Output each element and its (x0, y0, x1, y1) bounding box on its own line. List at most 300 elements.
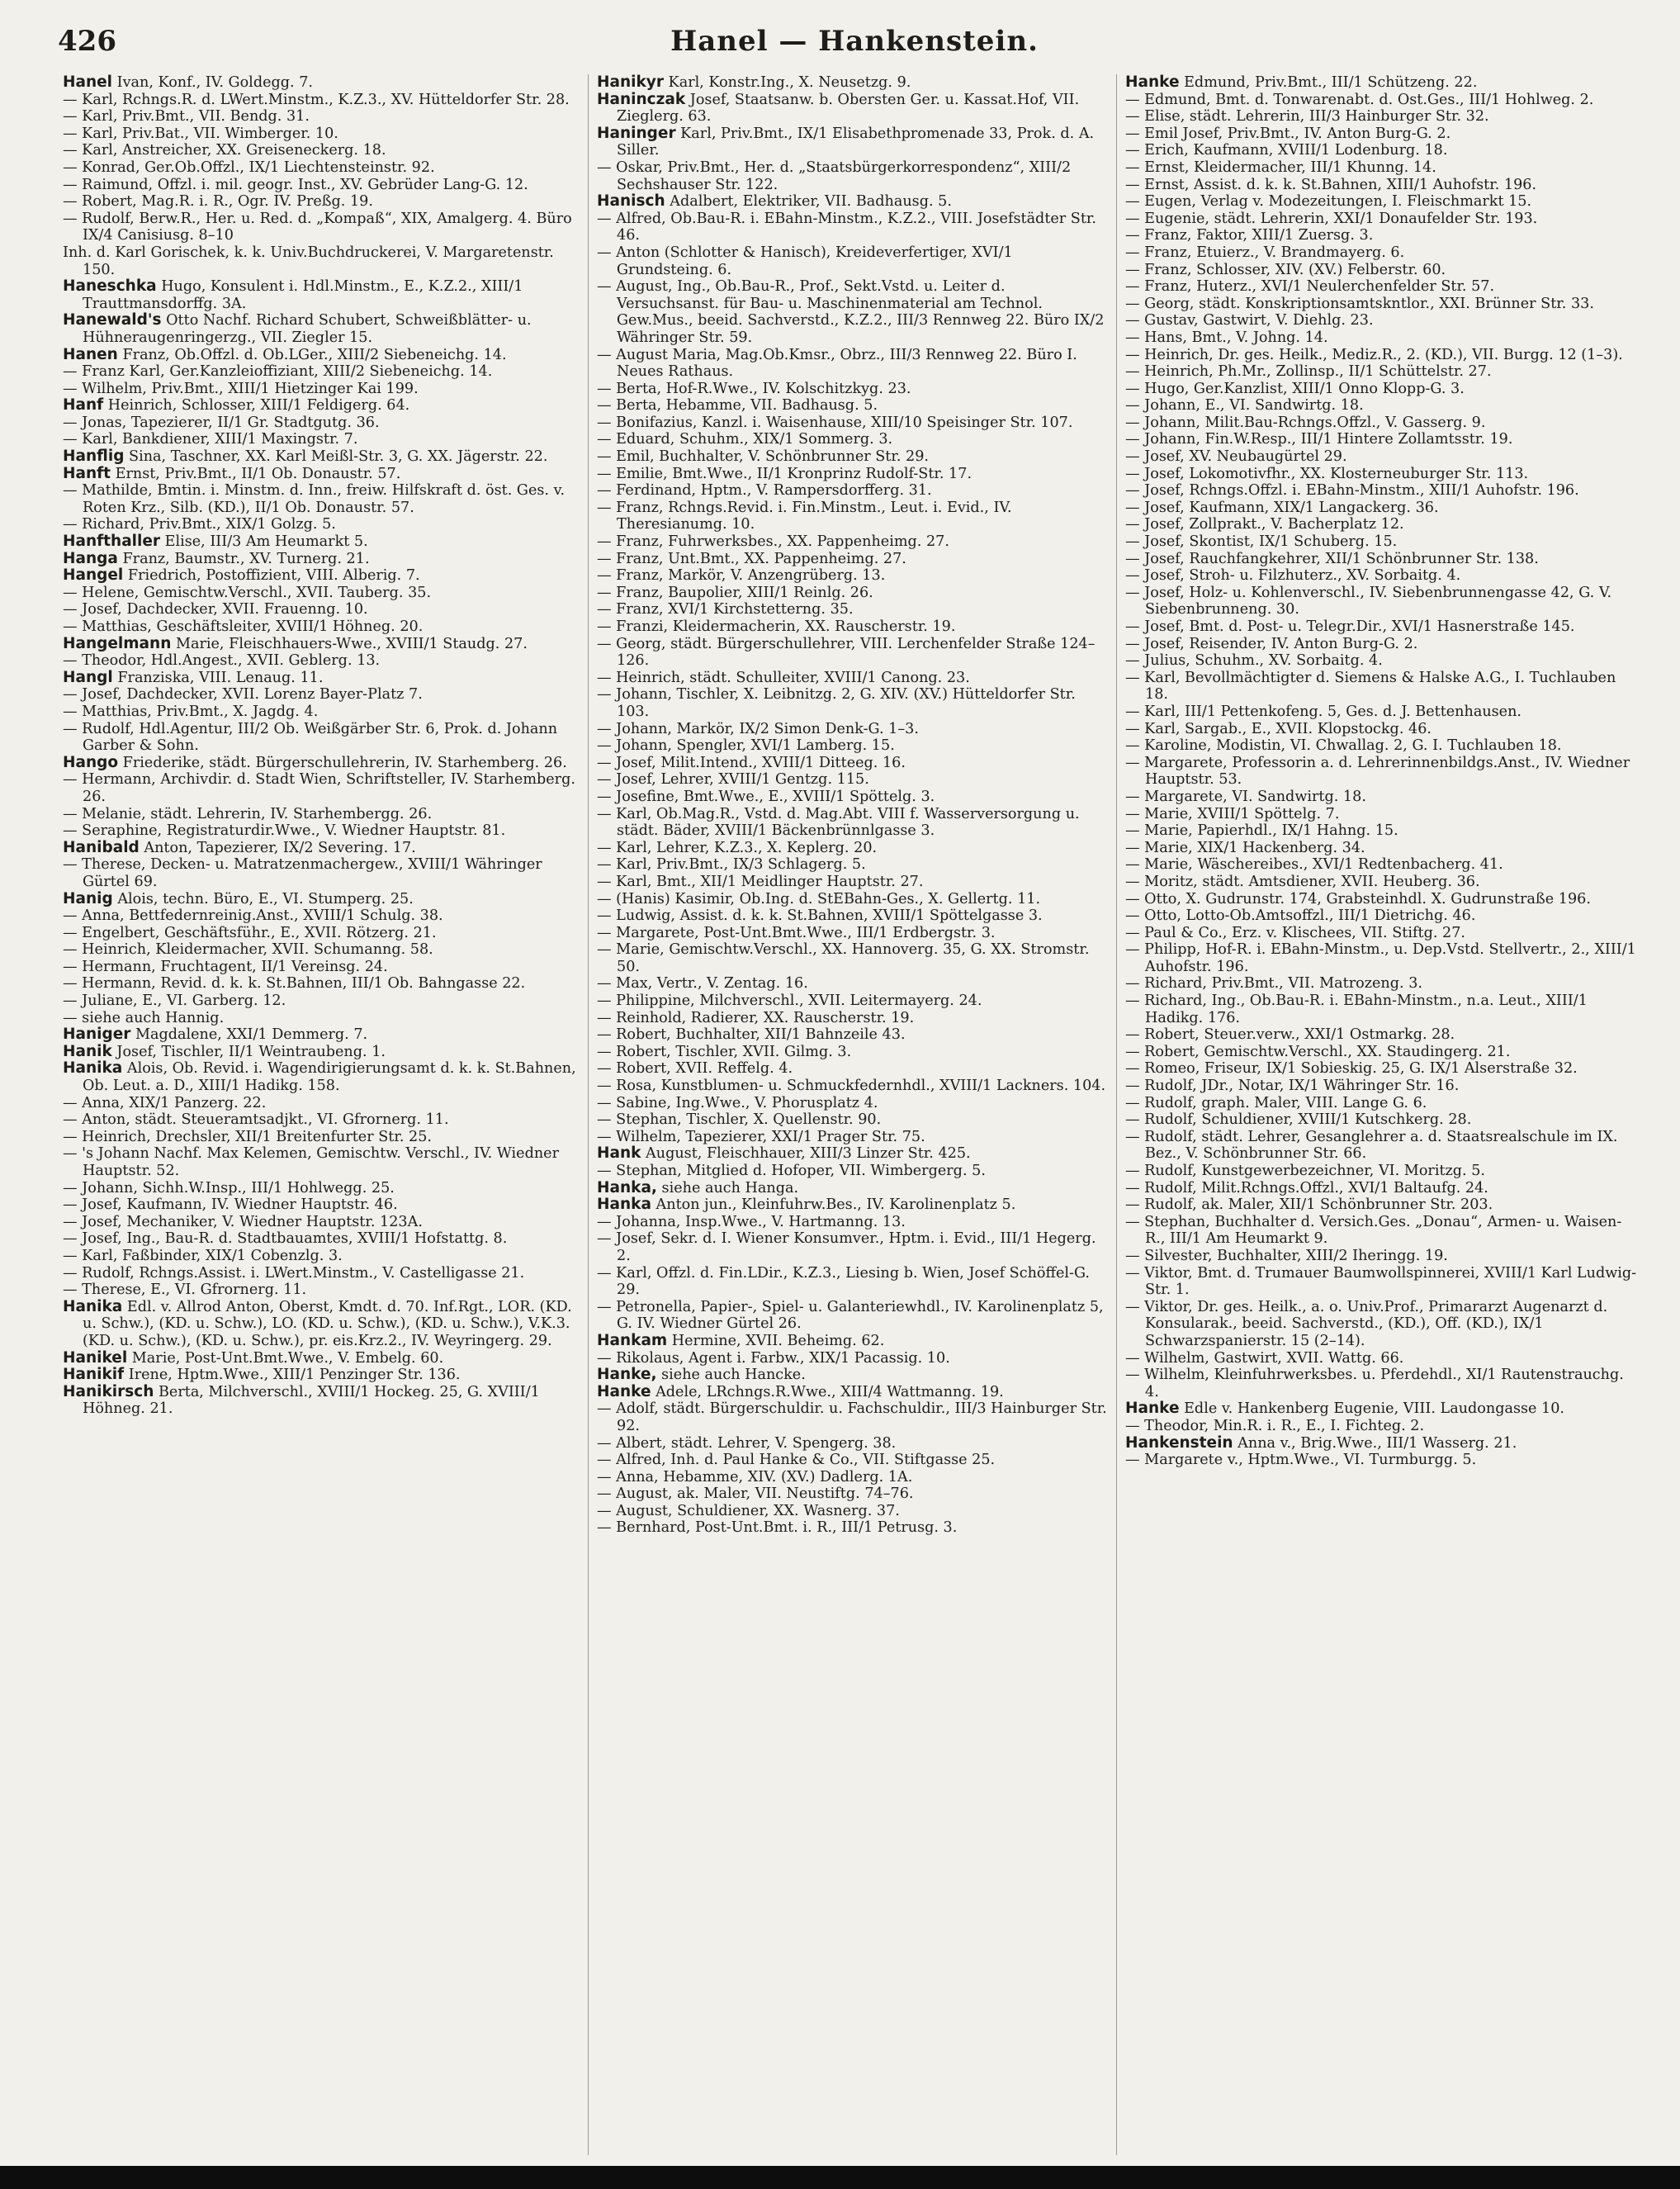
entry-surname: Haniger (63, 1026, 131, 1044)
entry-text: — Stephan, Tischler, X. Quellenstr. 90. (597, 1111, 882, 1129)
directory-entry (63, 278, 581, 312)
directory-entry (63, 159, 581, 177)
entry-surname: Hanel (63, 74, 113, 91)
entry-text: — Josef, Zollprakt., V. Bacherplatz 12. (1125, 516, 1404, 533)
entry-text: — Josef, Rchngs.Offzl. i. EBahn-Minstm., XIII/1 Auhofstr. 196. (1125, 482, 1579, 500)
directory-entry (597, 737, 1110, 755)
directory-entry (1125, 1163, 1638, 1180)
directory-entry (597, 1163, 1110, 1180)
directory-entry (1125, 856, 1638, 874)
directory-entry (63, 551, 581, 568)
entry-text: — siehe auch Hannig. (63, 1009, 225, 1026)
entry-text: — Ernst, Kleidermacher, III/1 Khunng. 14. (1125, 159, 1436, 176)
entry-text: Josef, Staatsanw. b. Obersten Ger. u. Kassat.Hof, VII. Zieglerg. 63. (617, 91, 1080, 126)
entry-text: — Reinhold, Radierer, XX. Rauscherstr. 19. (597, 1009, 915, 1026)
entry-text: — Josef, Holz- u. Kohlenverschl., IV. Siebenbrunnengasse 42, G. V. Siebenbrunneng. 30. (1125, 584, 1612, 618)
entry-text: — Johann, Tischler, X. Leibnitzg. 2, G. XIV. (XV.) Hütteldorfer Str. 103. (597, 686, 1076, 720)
entry-text: — Wilhelm, Priv.Bmt., XIII/1 Hietzinger Kai 199. (63, 380, 419, 397)
entry-text: — Elise, städt. Lehrerin, III/3 Hainburger Str. 32. (1125, 108, 1489, 126)
directory-entry (597, 721, 1110, 738)
entry-text: Edmund, Priv.Bmt., III/1 Schützeng. 22. (1179, 74, 1478, 91)
entry-text: — Rosa, Kunstblumen- u. Schmuckfedernhdl., XVIII/1 Lackners. 104. (597, 1078, 1106, 1095)
entry-surname: Hangel (63, 566, 124, 585)
directory-entry (1125, 312, 1638, 329)
directory-entry (63, 126, 581, 143)
directory-entry (597, 482, 1110, 500)
entry-text: — Josef, Skontist, IX/1 Schuberg. 15. (1125, 533, 1398, 551)
directory-entry (63, 1145, 581, 1179)
entry-text: — Josef, Stroh- u. Filzhuterz., XV. Sorbaitg. 4. (1125, 567, 1461, 585)
column-right (1116, 74, 1645, 2155)
entry-surname: Hanikel (63, 1348, 128, 1367)
entry-text: — Erich, Kaufmann, XVIII/1 Lodenburg. 18. (1125, 142, 1448, 159)
directory-entry (1125, 431, 1638, 448)
entry-text: — Bonifazius, Kanzl. i. Waisenhause, XIII/10 Speisinger Str. 107. (597, 414, 1073, 431)
entry-text: — Heinrich, Kleidermacher, XVII. Schumanng. 58. (63, 941, 433, 959)
directory-entry (1125, 74, 1638, 92)
directory-entry (1125, 1196, 1638, 1214)
entry-text: — Bernhard, Post-Unt.Bmt. i. R., III/1 Petrusg. 3. (597, 1519, 958, 1537)
directory-entry (597, 585, 1110, 602)
entry-text: — Heinrich, städt. Schulleiter, XVIII/1 Canong. 23. (597, 669, 970, 686)
entry-text: — August, Schuldiener, XX. Wasnerg. 37. (597, 1502, 900, 1519)
column-middle (588, 74, 1116, 2155)
entry-text: — Helene, Gemischtw.Verschl., XVII. Tauberg. 35. (63, 584, 432, 601)
directory-entry (63, 670, 581, 687)
entry-text: — Karl, III/1 Pettenkofeng. 5, Ges. d. J. Bettenhausen. (1125, 703, 1522, 720)
entry-text: — Otto, X. Gudrunstr. 174, Grabsteinhdl. X. Gudrunstraße 196. (1125, 890, 1591, 907)
entry-text: — Viktor, Bmt. d. Trumauer Baumwollspinnerei, XVIII/1 Karl Ludwig-Str. 1. (1125, 1264, 1637, 1299)
directory-entry (1125, 891, 1638, 908)
directory-entry (1125, 262, 1638, 279)
entry-text: — Franz, Faktor, XIII/1 Zuersg. 3. (1125, 227, 1374, 244)
entry-text: — Eduard, Schuhm., XIX/1 Sommerg. 3. (597, 431, 893, 448)
directory-entry (1125, 975, 1638, 993)
directory-entry (63, 618, 581, 636)
directory-entry (597, 1367, 1110, 1384)
entry-text: — Franz, Huterz., XVI/1 Neulerchenfelder Str. 57. (1125, 278, 1495, 296)
entry-text: — Franz, Baupolier, XIII/1 Reinlg. 26. (597, 584, 873, 601)
directory-entry (597, 431, 1110, 448)
directory-entry (63, 92, 581, 109)
directory-entry (1125, 618, 1638, 636)
directory-entry (597, 975, 1110, 993)
directory-entry (597, 500, 1110, 533)
entry-text: — Ernst, Assist. d. k. k. St.Bahnen, XIII/1 Auhofstr. 196. (1125, 176, 1537, 193)
entry-text: — Anna, Bettfedernreinig.Anst., XVIII/1 Schulg. 38. (63, 907, 443, 925)
directory-entry (63, 891, 581, 908)
entry-text: — Jonas, Tapezierer, II/1 Gr. Stadtgutg. 36. (63, 414, 380, 431)
directory-entry (1125, 533, 1638, 551)
entry-text: — Karl, Rchngs.R. d. LWert.Minstm., K.Z.3., XV. Hütteldorfer Str. 28. (63, 91, 570, 108)
directory-entry (1125, 925, 1638, 942)
directory-entry (1125, 1418, 1638, 1435)
directory-entry (1125, 1265, 1638, 1299)
directory-entry (1125, 1060, 1638, 1078)
directory-entry (1125, 907, 1638, 925)
directory-entry (597, 448, 1110, 466)
directory-entry (597, 74, 1110, 92)
entry-text: Elise, III/3 Am Heumarkt 5. (160, 533, 368, 551)
directory-entry (63, 755, 581, 772)
entry-text: — Karl, Faßbinder, XIX/1 Cobenzlg. 3. (63, 1247, 343, 1264)
directory-entry (63, 1299, 581, 1350)
entry-text: — Philipp, Hof-R. i. EBahn-Minstm., u. Dep.Vstd. Stellvertr., 2., XIII/1 Auhofstr. 196. (1125, 941, 1636, 975)
directory-entry (1125, 1078, 1638, 1095)
entry-surname: Hanga (63, 549, 118, 567)
directory-entry (597, 636, 1110, 670)
entry-text: — Ferdinand, Hptm., V. Rampersdorfferg. 31. (597, 482, 932, 500)
entry-surname: Hanewald's (63, 311, 162, 329)
directory-entry (597, 840, 1110, 857)
directory-entry (63, 142, 581, 159)
directory-entry (1125, 1435, 1638, 1452)
entry-text: — Juliane, E., VI. Garberg. 12. (63, 993, 286, 1010)
entry-text: — Rudolf, Rchngs.Assist. i. LWert.Minstm., V. Castelligasse 21. (63, 1264, 525, 1282)
running-title: Hanel — Hankenstein. (670, 25, 1039, 58)
entry-text: Friedrich, Postoffizient, VIII. Alberig. 7. (123, 567, 420, 585)
directory-entry (63, 1095, 581, 1112)
entry-text: siehe auch Hancke. (656, 1367, 806, 1384)
entry-text: — Josef, Sekr. d. I. Wiener Konsumver., Hptm. i. Evid., III/1 Hegerg. 2. (597, 1230, 1096, 1264)
entry-text: — Johann, Milit.Bau-Rchngs.Offzl., V. Gasserg. 9. (1125, 414, 1486, 431)
entry-text: — Alfred, Ob.Bau-R. i. EBahn-Minstm., K.Z.2., VIII. Josefstädter Str. 46. (597, 210, 1096, 244)
entry-text: Anna v., Brig.Wwe., III/1 Wasserg. 21. (1233, 1434, 1517, 1452)
directory-entry (597, 1384, 1110, 1401)
entry-text: Otto Nachf. Richard Schubert, Schweißblätter- u. Hühneraugenringerzg., VII. Ziegler 15. (83, 312, 532, 346)
entry-surname: Hanka, (597, 1178, 657, 1196)
directory-entry (63, 516, 581, 533)
entry-text: — Edmund, Bmt. d. Tonwarenabt. d. Ost.Ges., III/1 Hohlweg. 2. (1125, 91, 1594, 108)
entry-surname: Hanibald (63, 838, 140, 856)
directory-entry (1125, 1026, 1638, 1044)
directory-entry (1125, 636, 1638, 653)
directory-entry (63, 211, 581, 244)
directory-entry (63, 856, 581, 890)
entry-text: — Karl, Priv.Bmt., IX/3 Schlagerg. 5. (597, 856, 866, 874)
entry-text: — Mathilde, Bmtin. i. Minstm. d. Inn., freiw. Hilfskraft d. öst. Ges. v. Roten Krz., Silb. (KD.), II/1 Ob. Donaustr. 57. (63, 482, 566, 516)
scan-edge-bar (0, 2166, 1680, 2189)
directory-entry (63, 567, 581, 585)
entry-text: — Karl, Ob.Mag.R., Vstd. d. Mag.Abt. VIII f. Wasserversorgung u. städt. Bäder, XVIII/1 Bäckenbrünnlgasse 3. (597, 805, 1080, 840)
directory-entry (597, 1111, 1110, 1129)
directory-entry (63, 312, 581, 346)
directory-entry (597, 856, 1110, 874)
entry-text: Josef, Tischler, II/1 Weintraubeng. 1. (111, 1043, 386, 1060)
entry-text: — Eugenie, städt. Lehrerin, XXI/1 Donaufelder Str. 193. (1125, 210, 1538, 227)
entry-text: — Matthias, Geschäftsleiter, XVIII/1 Höhneg. 20. (63, 618, 424, 635)
entry-text: — Franz Karl, Ger.Kanzleioffiziant, XIII/2 Siebeneichg. 14. (63, 363, 493, 381)
entry-text: — Karl, Priv.Bat., VII. Wimberger. 10. (63, 125, 338, 142)
directory-entry (597, 1485, 1110, 1503)
entry-text: Anton, Tapezierer, IX/2 Severing. 17. (139, 839, 416, 856)
directory-entry (63, 415, 581, 432)
entry-text: — Margarete, Post-Unt.Bmt.Wwe., III/1 Erdbergstr. 3. (597, 924, 996, 941)
directory-entry (1125, 126, 1638, 143)
entry-text: — Ludwig, Assist. d. k. k. St.Bahnen, XVIII/1 Spöttelgasse 3. (597, 907, 1043, 925)
entry-text: Franz, Ob.Offzl. d. Ob.LGer., XIII/2 Siebeneichg. 14. (117, 346, 507, 363)
directory-entry (1125, 789, 1638, 806)
entry-text: — Rudolf, JDr., Notar, IX/1 Währinger Str. 16. (1125, 1078, 1460, 1095)
entry-text: — Wilhelm, Gastwirt, XVII. Wattg. 66. (1125, 1349, 1404, 1367)
entry-text: — Georg, städt. Bürgerschullehrer, VIII. Lerchenfelder Straße 124–126. (597, 635, 1096, 670)
entry-text: — Stephan, Buchhalter d. Versich.Ges. „Donau“, Armen- u. Waisen-R., III/1 Am Heumarkt 9. (1125, 1213, 1622, 1248)
entry-text: — Karl, Bankdiener, XIII/1 Maxingstr. 7. (63, 431, 358, 448)
directory-entry (63, 822, 581, 840)
entry-text: — Max, Vertr., V. Zentag. 16. (597, 975, 808, 993)
entry-text: — Emil Josef, Priv.Bmt., IV. Anton Burg-G. 2. (1125, 125, 1451, 142)
entry-surname: Hango (63, 753, 119, 771)
directory-entry (597, 381, 1110, 398)
entry-text: — Otto, Lotto-Ob.Amtsoffzl., III/1 Dietrichg. 46. (1125, 907, 1476, 925)
entry-surname: Hankenstein (1125, 1433, 1233, 1452)
directory-entry (1125, 278, 1638, 296)
directory-entry (1125, 1214, 1638, 1248)
entry-text: Edl. v. Allrod Anton, Oberst, Kmdt. d. 70. Inf.Rgt., LOR. (KD. u. Schw.), (KD. u. Schw.), LO. (KD. u. Schw.), (KD. u. Schw.), V.K.3. (KD. u. Schw.), (KD. u. Schw.), pr. eis.Krz.2., IV. Weyringerg. 29. (83, 1298, 572, 1349)
entry-text: — Therese, Decken- u. Matratzenmachergew., XVIII/1 Währinger Gürtel 69. (63, 856, 542, 890)
entry-text: — Josef, Kaufmann, XIX/1 Langackerg. 36. (1125, 499, 1439, 516)
entry-text: Alois, techn. Büro, E., VI. Stumperg. 25. (112, 890, 414, 907)
directory-entry (63, 1367, 581, 1384)
directory-entry (63, 959, 581, 976)
entry-text: — Karl, Bmt., XII/1 Meidlinger Hauptstr. 27. (597, 873, 924, 890)
entry-text: — Hans, Bmt., V. Johng. 14. (1125, 329, 1328, 346)
entry-text: — Karl, Bevollmächtigter d. Siemens & Halske A.G., I. Tuchlauben 18. (1125, 669, 1616, 704)
directory-entry (63, 1350, 581, 1367)
directory-entry (597, 755, 1110, 772)
directory-entry (63, 1180, 581, 1197)
entry-text: Magdalene, XXI/1 Demmerg. 7. (130, 1026, 368, 1044)
directory-entry (63, 686, 581, 704)
directory-entry (597, 1435, 1110, 1452)
entry-text: — 's Johann Nachf. Max Kelemen, Gemischtw. Verschl., IV. Wiedner Hauptstr. 52. (63, 1145, 559, 1179)
directory-entry (63, 925, 581, 942)
directory-entry (63, 397, 581, 415)
directory-entry (1125, 652, 1638, 670)
directory-entry (597, 1400, 1110, 1434)
entry-text: Friederike, städt. Bürgerschullehrerin, IV. Starhemberg. 26. (118, 754, 567, 771)
directory-entry (1125, 193, 1638, 211)
directory-entry (1125, 415, 1638, 432)
directory-entry (597, 1333, 1110, 1350)
entry-text: — Robert, Gemischtw.Verschl., XX. Staudingerg. 21. (1125, 1043, 1511, 1060)
directory-entry (1125, 1299, 1638, 1350)
directory-entry (63, 533, 581, 551)
directory-entry (1125, 329, 1638, 347)
directory-entry (63, 1026, 581, 1044)
directory-entry (1125, 108, 1638, 126)
entry-text: — Seraphine, Registraturdir.Wwe., V. Wiedner Hauptstr. 81. (63, 822, 506, 840)
entry-surname: Haneschka (63, 277, 157, 296)
entry-text: — Johann, Fin.W.Resp., III/1 Hintere Zollamtsstr. 19. (1125, 431, 1513, 448)
entry-text: — Konrad, Ger.Ob.Offzl., IX/1 Liechtensteinstr. 92. (63, 159, 435, 176)
entry-text: — Berta, Hof-R.Wwe., IV. Kolschitzkyg. 23. (597, 380, 911, 397)
entry-text: — Johann, Markör, IX/2 Simon Denk-G. 1–3. (597, 720, 919, 737)
entry-text: — Richard, Priv.Bmt., XIX/1 Golzg. 5. (63, 516, 336, 533)
page-header (58, 25, 1651, 64)
directory-entry (597, 92, 1110, 126)
entry-text: — Rudolf, Kunstgewerbezeichner, VI. Moritzg. 5. (1125, 1163, 1486, 1179)
directory-entry (597, 1078, 1110, 1095)
entry-surname: Hanflig (63, 448, 125, 466)
directory-entry (597, 159, 1110, 193)
entry-text: — Johann, Spengler, XVI/1 Lamberg. 15. (597, 737, 895, 755)
entry-text: Karl, Priv.Bmt., IX/1 Elisabethpromenade 33, Prok. d. A. Siller. (617, 125, 1095, 159)
directory-entry (597, 1503, 1110, 1520)
entry-surname: Haninger (597, 124, 676, 142)
directory-entry (597, 618, 1110, 636)
directory-entry (597, 907, 1110, 925)
entry-text: — Karl, Offzl. d. Fin.LDir., K.Z.3., Liesing b. Wien, Josef Schöffel-G. 29. (597, 1264, 1091, 1299)
directory-entry (597, 1230, 1110, 1264)
entry-surname: Hanikif (63, 1366, 125, 1384)
entry-text: — Heinrich, Dr. ges. Heilk., Mediz.R., 2. (KD.), VII. Burgg. 12 (1–3). (1125, 346, 1623, 363)
entry-text: — Berta, Hebamme, VII. Badhausg. 5. (597, 397, 878, 415)
directory-entry (1125, 363, 1638, 381)
entry-text: siehe auch Hanga. (656, 1179, 799, 1196)
directory-entry (597, 686, 1110, 720)
directory-entry (597, 567, 1110, 585)
entry-text: — Josef, Lokomotivfhr., XX. Klosterneuburger Str. 113. (1125, 465, 1529, 482)
directory-entry (1125, 466, 1638, 483)
directory-entry (597, 1519, 1110, 1537)
directory-entry (63, 74, 581, 92)
entry-text: — Josef, XV. Neubaugürtel 29. (1125, 448, 1347, 466)
directory-entry (63, 907, 581, 925)
directory-entry (597, 126, 1110, 159)
entry-text: — Josef, Reisender, IV. Anton Burg-G. 2. (1125, 635, 1418, 652)
entry-text: — Karl, Priv.Bmt., VII. Bendg. 31. (63, 108, 310, 126)
entry-text: — Karoline, Modistin, VI. Chwallag. 2, G. I. Tuchlauben 18. (1125, 737, 1562, 755)
directory-entry (63, 704, 581, 721)
entry-text: — Margarete, VI. Sandwirtg. 18. (1125, 788, 1366, 805)
entry-surname: Hanke (1125, 74, 1180, 91)
directory-entry (597, 891, 1110, 908)
directory-entry (597, 806, 1110, 840)
entry-text: — Wilhelm, Tapezierer, XXI/1 Prager Str. 75. (597, 1128, 925, 1145)
entry-text: — August, ak. Maler, VII. Neustiftg. 74–76. (597, 1485, 914, 1503)
entry-text: — Theodor, Hdl.Angest., XVII. Geblerg. 13. (63, 652, 381, 670)
directory-entry (63, 1196, 581, 1214)
directory-entry (1125, 482, 1638, 500)
entry-surname: Hanikirsch (63, 1382, 154, 1400)
directory-entry (1125, 347, 1638, 364)
entry-text: — Anna, Hebamme, XIV. (XV.) Dadlerg. 1A. (597, 1468, 913, 1485)
entry-text: — Franz, Rchngs.Revid. i. Fin.Minstm., Leut. i. Evid., IV. Theresianumg. 10. (597, 499, 1012, 533)
directory-entry (63, 1044, 581, 1061)
entry-text: — Albert, städt. Lehrer, V. Spengerg. 38. (597, 1434, 897, 1452)
entry-surname: Hanen (63, 345, 118, 363)
directory-entry (1125, 1248, 1638, 1265)
entry-text: — Anton (Schlotter & Hanisch), Kreideverfertiger, XVI/1 Grundsteing. 6. (597, 244, 1013, 278)
directory-entry (597, 1350, 1110, 1367)
directory-entry (63, 1248, 581, 1265)
entry-text: — Hugo, Ger.Kanzlist, XIII/1 Onno Klopp-G. 3. (1125, 380, 1465, 397)
directory-entry (63, 840, 581, 857)
entry-text: — Silvester, Buchhalter, XIII/2 Iheringg. 19. (1125, 1247, 1448, 1264)
directory-entry (597, 1010, 1110, 1027)
entry-text: — Sabine, Ing.Wwe., V. Phorusplatz 4. (597, 1094, 878, 1111)
entry-text: — Oskar, Priv.Bmt., Her. d. „Staatsbürgerkorrespondenz“, XIII/2 Sechshauser Str. 122. (597, 159, 1072, 193)
entry-text: Irene, Hptm.Wwe., XIII/1 Penzinger Str. 136. (124, 1367, 461, 1384)
entry-text: — Gustav, Gastwirt, V. Diehlg. 23. (1125, 312, 1374, 329)
directory-entry (1125, 585, 1638, 618)
directory-entry (1125, 1452, 1638, 1469)
entry-text: — Josef, Dachdecker, XVII. Frauenng. 10. (63, 601, 368, 618)
entry-text: — Franz, Etuierz., V. Brandmayerg. 6. (1125, 244, 1405, 261)
directory-entry (1125, 806, 1638, 823)
entry-text: — Romeo, Friseur, IX/1 Sobieskig. 25, G. IX/1 Alserstraße 32. (1125, 1060, 1578, 1078)
directory-entry (63, 1214, 581, 1231)
entry-text: — Therese, E., VI. Gfrornerg. 11. (63, 1282, 307, 1299)
entry-surname: Hanig (63, 889, 113, 907)
directory-entry (597, 601, 1110, 618)
directory-entry (63, 993, 581, 1010)
entry-text: — Eugen, Verlag v. Modezeitungen, I. Fleischmarkt 15. (1125, 193, 1532, 211)
entry-text: Adalbert, Elektriker, VII. Badhausg. 5. (665, 193, 952, 211)
entry-text: — Marie, XVIII/1 Spöttelg. 7. (1125, 805, 1340, 822)
directory-entry (63, 1111, 581, 1129)
directory-entry (63, 652, 581, 670)
directory-entry (63, 806, 581, 823)
directory-entry (63, 601, 581, 618)
entry-surname: Hanisch (597, 192, 665, 211)
directory-entry (1125, 1111, 1638, 1129)
directory-entry (1125, 516, 1638, 533)
directory-entry (597, 415, 1110, 432)
entry-text: — Paul & Co., Erz. v. Klischees, VII. Stiftg. 27. (1125, 924, 1465, 941)
entry-text: — Marie, Gemischtw.Verschl., XX. Hannoverg. 35, G. XX. Stromstr. 50. (597, 941, 1090, 975)
directory-columns (59, 74, 1646, 2155)
directory-entry (1125, 874, 1638, 891)
entry-text: Heinrich, Schlosser, XIII/1 Feldigerg. 64. (103, 397, 410, 415)
entry-text: — Robert, Steuer.verw., XXI/1 Ostmarkg. 28. (1125, 1026, 1455, 1044)
directory-entry (597, 1044, 1110, 1061)
directory-entry (1125, 500, 1638, 517)
entry-text: — Georg, städt. Konskriptionsamtskntlor., XXI. Brünner Str. 33. (1125, 295, 1594, 312)
directory-entry (63, 721, 581, 755)
entry-text: — Josef, Mechaniker, V. Wiedner Hauptstr. 123A. (63, 1213, 423, 1230)
directory-entry (597, 1299, 1110, 1333)
directory-entry (597, 466, 1110, 483)
entry-text: Inh. d. Karl Gorischek, k. k. Univ.Buchdruckerei, V. Margaretenstr. 150. (63, 244, 554, 278)
entry-text: — Franz, Markör, V. Anzengrüberg. 13. (597, 567, 886, 585)
directory-entry (597, 1265, 1110, 1299)
directory-entry (63, 244, 581, 278)
directory-entry (1125, 211, 1638, 228)
entry-surname: Hanke (597, 1382, 651, 1400)
entry-text: Berta, Milchverschl., XVIII/1 Hockeg. 25, G. XVIII/1 Höhneg. 21. (83, 1383, 540, 1418)
directory-entry (1125, 840, 1638, 857)
directory-entry (1125, 1129, 1638, 1163)
directory-entry (63, 448, 581, 466)
entry-text: — Johann, E., VI. Sandwirtg. 18. (1125, 397, 1364, 415)
entry-text: — Hermann, Archivdir. d. Stadt Wien, Schriftsteller, IV. Starhemberg. 26. (63, 771, 575, 805)
entry-text: — Viktor, Dr. ges. Heilk., a. o. Univ.Prof., Primararzt Augenarzt d. Konsularak., beeid. Sachverstd., (KD.), Off. (KD.), IX/1 Schwarzspanierstr. 15 (2–14). (1125, 1298, 1608, 1349)
entry-surname: Hankam (597, 1331, 668, 1349)
entry-text: Marie, Fleischhauers-Wwe., XVIII/1 Staudg. 27. (171, 635, 528, 652)
entry-text: — Anna, XIX/1 Panzerg. 22. (63, 1094, 267, 1111)
directory-entry (1125, 92, 1638, 109)
directory-entry (63, 1129, 581, 1146)
entry-text: — Marie, Wäschereibes., XVI/1 Redtenbacherg. 41. (1125, 856, 1503, 874)
directory-entry (63, 381, 581, 398)
entry-text: Edle v. Hankenberg Eugenie, VIII. Laudongasse 10. (1179, 1400, 1564, 1418)
entry-text: — Alfred, Inh. d. Paul Hanke & Co., VII. Stiftgasse 25. (597, 1452, 996, 1469)
entry-text: — Hermann, Fruchtagent, II/1 Vereinsg. 24. (63, 958, 388, 975)
directory-entry (63, 363, 581, 381)
entry-text: Hermine, XVII. Beheimg. 62. (667, 1332, 885, 1349)
